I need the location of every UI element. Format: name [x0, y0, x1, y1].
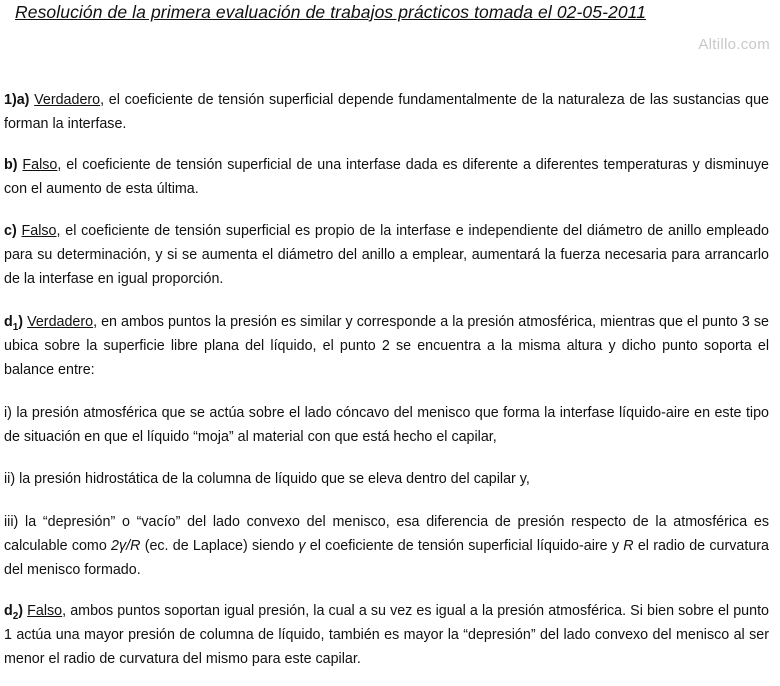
subitem-text: el coeficiente de tensión superficial líquido-aire y	[305, 538, 624, 554]
answer-label	[4, 314, 24, 333]
laplace-formula: 2γ/R	[111, 538, 141, 554]
radius-symbol: R	[623, 538, 634, 554]
answer-text: , el coeficiente de tensión superficial depende fundamentalmente de la naturaleza de las sustancias que forman la interfase.	[4, 92, 769, 132]
answer-label: c)	[4, 223, 17, 239]
verdict-false: Falso	[21, 223, 57, 239]
answer-d2	[4, 599, 769, 671]
gamma-symbol: γ	[298, 538, 306, 554]
subitem-i: i) la presión atmosférica que se actúa sobre el lado cóncavo del menisco que forma la interfase líquido-aire en este tipo de situación en que el líquido “moja” al material con que está hecho el capilar,	[4, 405, 769, 445]
answer-text: , ambos puntos soportan igual presión, la cual a su vez es igual a la presión atmosférica. Si bien sobre el punto 1 actúa una mayor presión de columna de líquido, también es mayor la “depresión” del lado convexo del menisco al ser menor el radio de curvatura del mismo para este capilar.	[4, 603, 769, 667]
verdict-false: Falso	[27, 603, 63, 619]
answer-label-letter: d	[4, 314, 13, 330]
subitem-text: el radio de curvatura del menisco formado.	[4, 538, 769, 578]
answer-label-paren: )	[18, 603, 24, 619]
answer-text: , el coeficiente de tensión superficial de una interfase dada es diferente a diferentes temperaturas y disminuye con el aumento de esta última.	[4, 157, 769, 197]
subitem-text: (ec. de Laplace) siendo	[140, 538, 299, 554]
answer-b	[4, 153, 769, 201]
answer-c	[4, 219, 769, 291]
verdict-true: Verdadero	[27, 314, 94, 330]
answer-label-letter: d	[4, 603, 13, 619]
watermark: Altillo.com	[698, 36, 770, 53]
answer-d1	[4, 310, 769, 382]
answer-label	[4, 603, 24, 622]
answer-text: , en ambos puntos la presión es similar y corresponde a la presión atmosférica, mientras que el punto 3 se ubica sobre la superficie libre plana del líquido, el punto 2 se encuentra a la misma altura y dicho punto soporta el balance entre:	[4, 314, 769, 378]
verdict-false: Falso	[22, 157, 58, 173]
answer-label-paren: )	[18, 314, 24, 330]
answer-1a	[4, 88, 769, 136]
answer-label: b)	[4, 157, 18, 173]
answer-label-subscript: 2	[12, 610, 19, 622]
subitem-text: iii) la “depresión” o “vacío” del lado convexo del menisco, esa diferencia de presión respecto de la atmosférica es calculable como	[4, 514, 769, 554]
answer-label: 1)a)	[4, 92, 30, 108]
answer-label-subscript: 1	[12, 321, 19, 333]
subitem-iii	[4, 510, 769, 582]
verdict-true: Verdadero	[34, 92, 101, 108]
answer-text: , el coeficiente de tensión superficial es propio de la interfase e independiente del diámetro de anillo empleado para su determinación, y si se aumenta el diámetro del anillo a emplear, aumentará la fuerza necesaria para arrancarlo de la interfase en igual proporción.	[4, 223, 769, 287]
page-title: Resolución de la primera evaluación de trabajos prácticos tomada el 02-05-2011	[15, 2, 647, 22]
subitem-ii: ii) la presión hidrostática de la columna de líquido que se eleva dentro del capilar y,	[4, 471, 530, 487]
answers-body	[4, 88, 769, 671]
